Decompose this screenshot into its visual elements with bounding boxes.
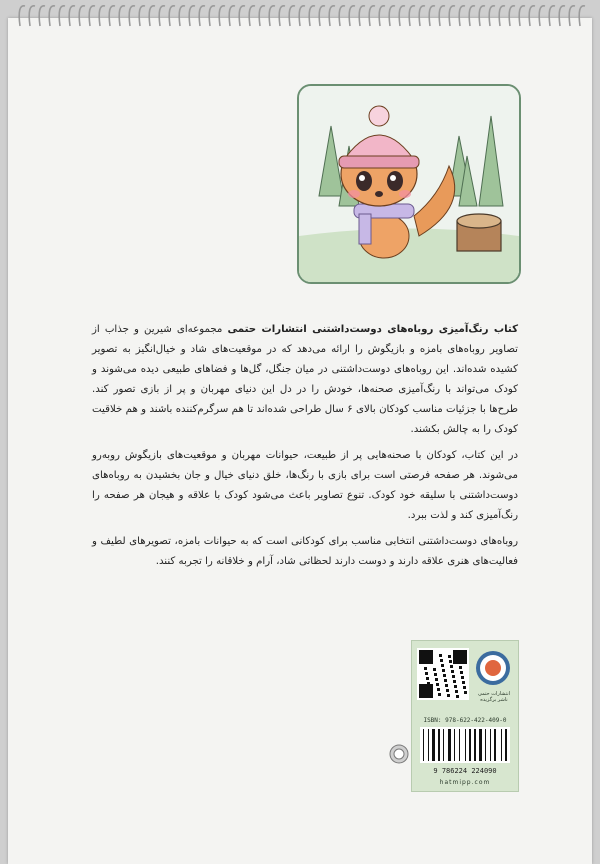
description-text xyxy=(92,320,518,578)
qr-code-icon xyxy=(417,648,469,700)
paragraph-3: روباه‌های دوست‌داشتنی انتخابی مناسب برای کودکانی است که به حیوانات بامزه، تصویرهای لطیف و فعالیت‌های هنری علاقه دارند و دوست دارند لحظاتی شاد، آرام و خلاقانه را تجربه کنند. xyxy=(92,536,518,567)
publisher-website: hatmipp.com xyxy=(439,779,491,786)
barcode-icon xyxy=(420,727,510,763)
isbn: ISBN: 978-622-422-409-0 xyxy=(423,717,507,724)
spiral-binding xyxy=(0,0,600,28)
paragraph-1: کتاب رنگ‌آمیزی روباه‌های دوست‌داشتنی انتشارات حتمی مجموعه‌ای شیرین و جذاب از تصاویر روباه‌های بامزه و بازیگوش را ارائه می‌دهد که در موقعیت‌های شاد و خیال‌انگیز به تصویر کشیده شده‌اند. این روباه‌های دوست‌داشتنی در میان جنگل، گل‌ها و فضاهای طبیعی دیده می‌شوند و کودک می‌تواند با رنگ‌آمیزی صحنه‌ها، خودش را در دل این دنیای مهربان و پر از بازی تصور کند. طرح‌ها با جزئیات مناسب کودکان بالای ۶ سال طراحی شده‌اند تا هم سرگرم‌کننده باشند و هم خلاقیت کودک را به چالش بکشند. xyxy=(92,324,518,435)
publisher-info-box xyxy=(411,640,519,792)
fox-illustration xyxy=(297,84,521,284)
barcode-number: 9 786224 224090 xyxy=(433,767,497,775)
publisher-name: انتشارات حتمی ناشر برگزیده xyxy=(477,691,511,703)
publisher-logo-icon xyxy=(474,649,512,687)
age-badge-icon xyxy=(389,744,409,764)
paragraph-2: در این کتاب، کودکان با صحنه‌هایی پر از طبیعت، حیوانات مهربان و موقعیت‌های بازیگوش روبه‌رو می‌شوند. هر صفحه فرصتی است برای بازی با رنگ‌ها، خلق دنیای خیال و جان بخشیدن به روباه‌های دوست‌داشتنی با سلیقه خود کودک. تنوع تصاویر باعث می‌شود کودک با علاقه و هیجان هر صفحه را رنگ‌آمیزی کند و لذت ببرد. xyxy=(92,450,518,521)
book-title-inline: کتاب رنگ‌آمیزی روباه‌های دوست‌داشتنی انتشارات حتمی xyxy=(227,324,518,335)
